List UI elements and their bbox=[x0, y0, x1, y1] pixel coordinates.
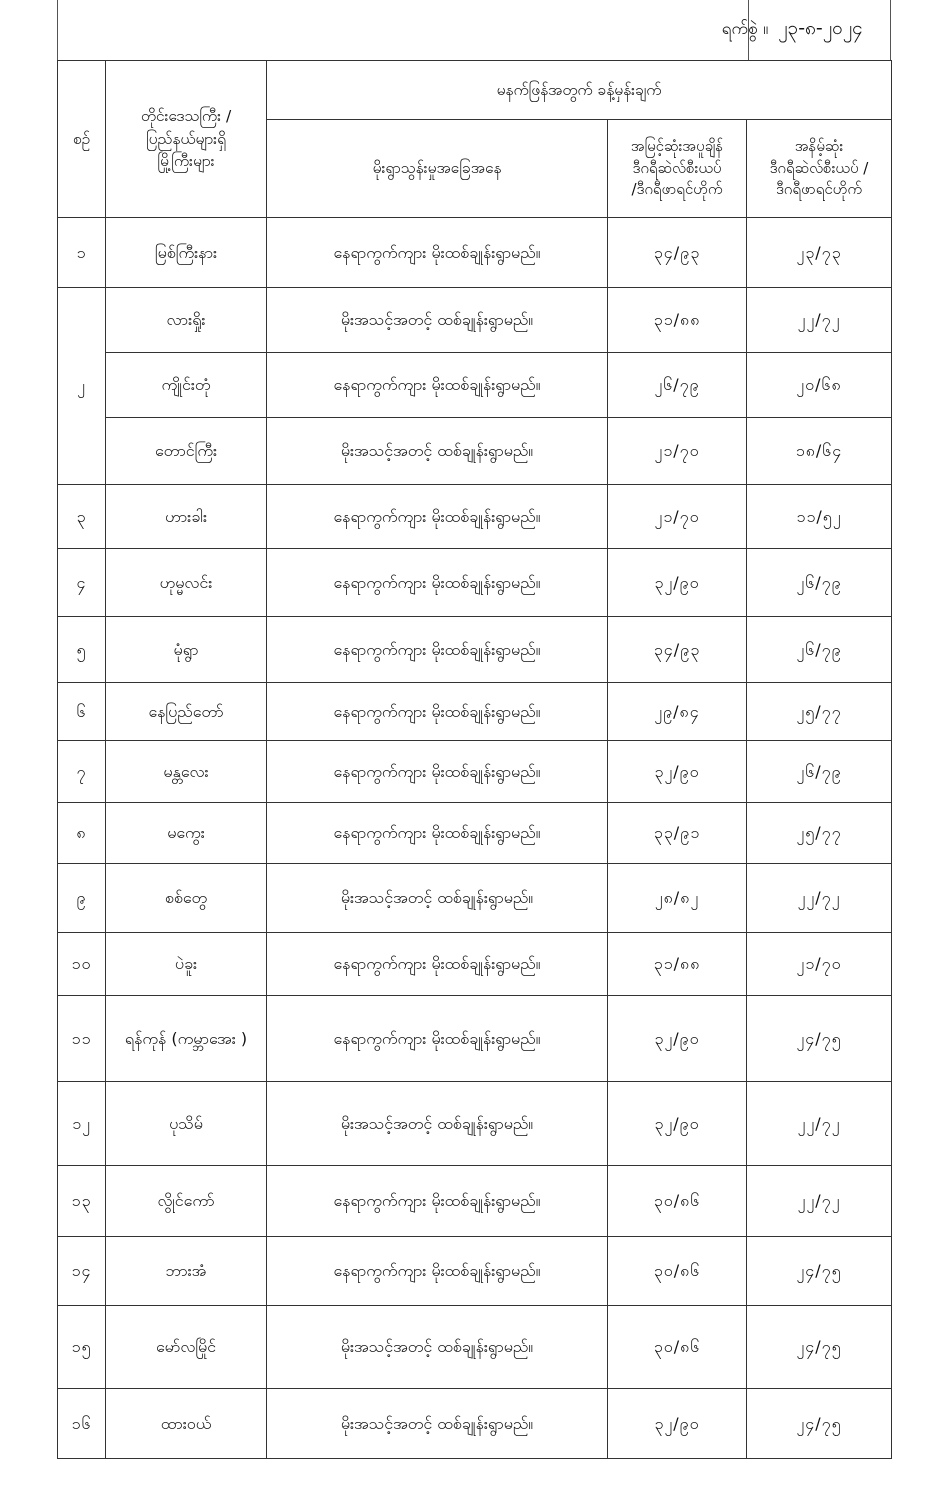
row-number: ၉ bbox=[58, 864, 106, 933]
header-forecast-group: မနက်ဖြန်အတွက် ခန့်မှန်းချက် bbox=[267, 61, 892, 120]
min-temp: ၁၁/၅၂ bbox=[747, 485, 892, 549]
city-name: ဟုမ္မလင်း bbox=[106, 549, 267, 617]
row-number: ၁၂ bbox=[58, 1082, 106, 1166]
rain-condition: နေရာကွက်ကျား မိုးထစ်ချုန်းရွာမည်။ bbox=[267, 996, 608, 1082]
table-row bbox=[58, 683, 892, 741]
city-name: ထားဝယ် bbox=[106, 1389, 267, 1459]
row-number: ၂ bbox=[58, 288, 106, 485]
city-name: မန္တလေး bbox=[106, 741, 267, 803]
row-number: ၄ bbox=[58, 549, 106, 617]
min-temp: ၂၅/၇၇ bbox=[747, 683, 892, 741]
table-row bbox=[58, 218, 892, 288]
min-temp: ၂၂/၇၂ bbox=[747, 1082, 892, 1166]
row-number: ၁၁ bbox=[58, 996, 106, 1082]
table-row bbox=[58, 485, 892, 549]
min-temp: ၂၂/၇၂ bbox=[747, 1166, 892, 1237]
row-number: ၁၅ bbox=[58, 1306, 106, 1389]
header-max-line: အမြင့်ဆုံးအပူချိန် bbox=[630, 136, 724, 155]
min-temp: ၂၆/၇၉ bbox=[747, 741, 892, 803]
min-temp: ၂၄/၇၅ bbox=[747, 1306, 892, 1389]
table-row bbox=[58, 864, 892, 933]
rain-condition: မိုးအသင့်အတင့် ထစ်ချုန်းရွာမည်။ bbox=[267, 1306, 608, 1389]
rain-condition: နေရာကွက်ကျား မိုးထစ်ချုန်းရွာမည်။ bbox=[267, 549, 608, 617]
min-temp: ၂၆/၇၉ bbox=[747, 549, 892, 617]
min-temp: ၂၄/၇၅ bbox=[747, 996, 892, 1082]
max-temp: ၂၁/၇၀ bbox=[608, 485, 747, 549]
rain-condition: နေရာကွက်ကျား မိုးထစ်ချုန်းရွာမည်။ bbox=[267, 1237, 608, 1306]
header-max-line: ဒီဂရီဆဲလ်စီးယပ် bbox=[632, 158, 722, 177]
rain-condition: နေရာကွက်ကျား မိုးထစ်ချုန်းရွာမည်။ bbox=[267, 803, 608, 864]
city-name: ပဲခူး bbox=[106, 933, 267, 996]
table-row bbox=[58, 1237, 892, 1306]
row-number: ၁ bbox=[58, 218, 106, 288]
min-temp: ၂၂/၇၂ bbox=[747, 864, 892, 933]
header-max-line: /ဒီဂရီဖာရင်ဟိုက် bbox=[631, 180, 723, 199]
rain-condition: နေရာကွက်ကျား မိုးထစ်ချုန်းရွာမည်။ bbox=[267, 741, 608, 803]
max-temp: ၃၀/၈၆ bbox=[608, 1237, 747, 1306]
row-number: ၃ bbox=[58, 485, 106, 549]
max-temp: ၂၁/၇၀ bbox=[608, 418, 747, 485]
table-row bbox=[58, 741, 892, 803]
row-number: ၁၄ bbox=[58, 1237, 106, 1306]
city-name: စစ်တွေ bbox=[106, 864, 267, 933]
rain-condition: နေရာကွက်ကျား မိုးထစ်ချုန်းရွာမည်။ bbox=[267, 1166, 608, 1237]
min-temp: ၂၁/၇၀ bbox=[747, 933, 892, 996]
min-temp: ၂၃/၇၃ bbox=[747, 218, 892, 288]
row-number: ၁၃ bbox=[58, 1166, 106, 1237]
min-temp: ၂၆/၇၉ bbox=[747, 617, 892, 683]
max-temp: ၃၂/၉၀ bbox=[608, 549, 747, 617]
city-name: မြစ်ကြီးနား bbox=[106, 218, 267, 288]
city-name: မုံရွာ bbox=[106, 617, 267, 683]
max-temp: ၃၂/၉၀ bbox=[608, 741, 747, 803]
header-max-temp bbox=[608, 120, 747, 218]
city-name: မော်လမြိုင် bbox=[106, 1306, 267, 1389]
rain-condition: မိုးအသင့်အတင့် ထစ်ချုန်းရွာမည်။ bbox=[267, 288, 608, 353]
max-temp: ၂၉/၈၄ bbox=[608, 683, 747, 741]
city-name: လားရှိုး bbox=[106, 288, 267, 353]
rain-condition: နေရာကွက်ကျား မိုးထစ်ချုန်းရွာမည်။ bbox=[267, 933, 608, 996]
min-temp: ၂၄/၇၅ bbox=[747, 1237, 892, 1306]
table-row bbox=[58, 1306, 892, 1389]
max-temp: ၃၁/၈၈ bbox=[608, 933, 747, 996]
header-condition: မိုးရွာသွန်းမှုအခြေအနေ bbox=[267, 120, 608, 218]
table-row bbox=[58, 1166, 892, 1237]
max-temp: ၃၄/၉၃ bbox=[608, 218, 747, 288]
city-name: ဟားခါး bbox=[106, 485, 267, 549]
row-number: ၅ bbox=[58, 617, 106, 683]
date-label: ရက်စွဲ ။ bbox=[721, 18, 769, 39]
min-temp: ၂၂/၇၂ bbox=[747, 288, 892, 353]
max-temp: ၃၀/၈၆ bbox=[608, 1306, 747, 1389]
header-city-line: တိုင်းဒေသကြီး / bbox=[140, 107, 232, 126]
min-temp: ၂၅/၇၇ bbox=[747, 803, 892, 864]
city-name: ဘားအံ bbox=[106, 1237, 267, 1306]
max-temp: ၃၄/၉၃ bbox=[608, 617, 747, 683]
table-row bbox=[58, 288, 892, 353]
max-temp: ၃၂/၉၀ bbox=[608, 996, 747, 1082]
city-name: ရန်ကုန် (ကမ္ဘာအေး ) bbox=[106, 996, 267, 1082]
row-number: ၁၆ bbox=[58, 1389, 106, 1459]
rain-condition: မိုးအသင့်အတင့် ထစ်ချုန်းရွာမည်။ bbox=[267, 1082, 608, 1166]
city-name: လွိုင်ကော် bbox=[106, 1166, 267, 1237]
rain-condition: မိုးအသင့်အတင့် ထစ်ချုန်းရွာမည်။ bbox=[267, 418, 608, 485]
date-value: ၂၃-၈-၂၀၂၄ bbox=[748, 0, 892, 60]
forecast-table bbox=[57, 60, 892, 1459]
table-row bbox=[58, 549, 892, 617]
rain-condition: နေရာကွက်ကျား မိုးထစ်ချုန်းရွာမည်။ bbox=[267, 353, 608, 418]
table-row bbox=[58, 353, 892, 418]
header-min-line: ဒီဂရီဖာရင်ဟိုက် bbox=[775, 180, 863, 199]
header-min-line: ဒီဂရီဆဲလ်စီးယပ် / bbox=[769, 158, 869, 177]
rain-condition: နေရာကွက်ကျား မိုးထစ်ချုန်းရွာမည်။ bbox=[267, 218, 608, 288]
max-temp: ၃၀/၈၆ bbox=[608, 1166, 747, 1237]
min-temp: ၂၀/၆၈ bbox=[747, 353, 892, 418]
max-temp: ၃၂/၉၀ bbox=[608, 1082, 747, 1166]
rain-condition: နေရာကွက်ကျား မိုးထစ်ချုန်းရွာမည်။ bbox=[267, 683, 608, 741]
min-temp: ၁၈/၆၄ bbox=[747, 418, 892, 485]
row-number: ၇ bbox=[58, 741, 106, 803]
max-temp: ၃၁/၈၈ bbox=[608, 288, 747, 353]
city-name: ပုသိမ် bbox=[106, 1082, 267, 1166]
header-city-line: မြို့ကြီးများ bbox=[157, 152, 215, 171]
rain-condition: နေရာကွက်ကျား မိုးထစ်ချုန်းရွာမည်။ bbox=[267, 617, 608, 683]
max-temp: ၂၈/၈၂ bbox=[608, 864, 747, 933]
city-name: နေပြည်တော် bbox=[106, 683, 267, 741]
rain-condition: နေရာကွက်ကျား မိုးထစ်ချုန်းရွာမည်။ bbox=[267, 485, 608, 549]
max-temp: ၂၆/၇၉ bbox=[608, 353, 747, 418]
table-row bbox=[58, 803, 892, 864]
date-row bbox=[57, 0, 891, 60]
header-min-line: အနိမ့်ဆုံး bbox=[794, 136, 844, 155]
rain-condition: မိုးအသင့်အတင့် ထစ်ချုန်းရွာမည်။ bbox=[267, 864, 608, 933]
header-city bbox=[106, 61, 267, 218]
table-row bbox=[58, 1082, 892, 1166]
table-row bbox=[58, 617, 892, 683]
table-row bbox=[58, 418, 892, 485]
rain-condition: မိုးအသင့်အတင့် ထစ်ချုန်းရွာမည်။ bbox=[267, 1389, 608, 1459]
header-min-temp bbox=[747, 120, 892, 218]
city-name: တောင်ကြီး bbox=[106, 418, 267, 485]
row-number: ၁၀ bbox=[58, 933, 106, 996]
table-row bbox=[58, 1389, 892, 1459]
table-row bbox=[58, 933, 892, 996]
header-city-line: ပြည်နယ်များရှိ bbox=[145, 129, 226, 148]
header-no: စဉ် bbox=[58, 61, 106, 218]
row-number: ၈ bbox=[58, 803, 106, 864]
row-number: ၆ bbox=[58, 683, 106, 741]
max-temp: ၃၃/၉၁ bbox=[608, 803, 747, 864]
min-temp: ၂၄/၇၅ bbox=[747, 1389, 892, 1459]
city-name: ကျိုင်းတုံ bbox=[106, 353, 267, 418]
table-row bbox=[58, 996, 892, 1082]
city-name: မကွေး bbox=[106, 803, 267, 864]
max-temp: ၃၂/၉၀ bbox=[608, 1389, 747, 1459]
